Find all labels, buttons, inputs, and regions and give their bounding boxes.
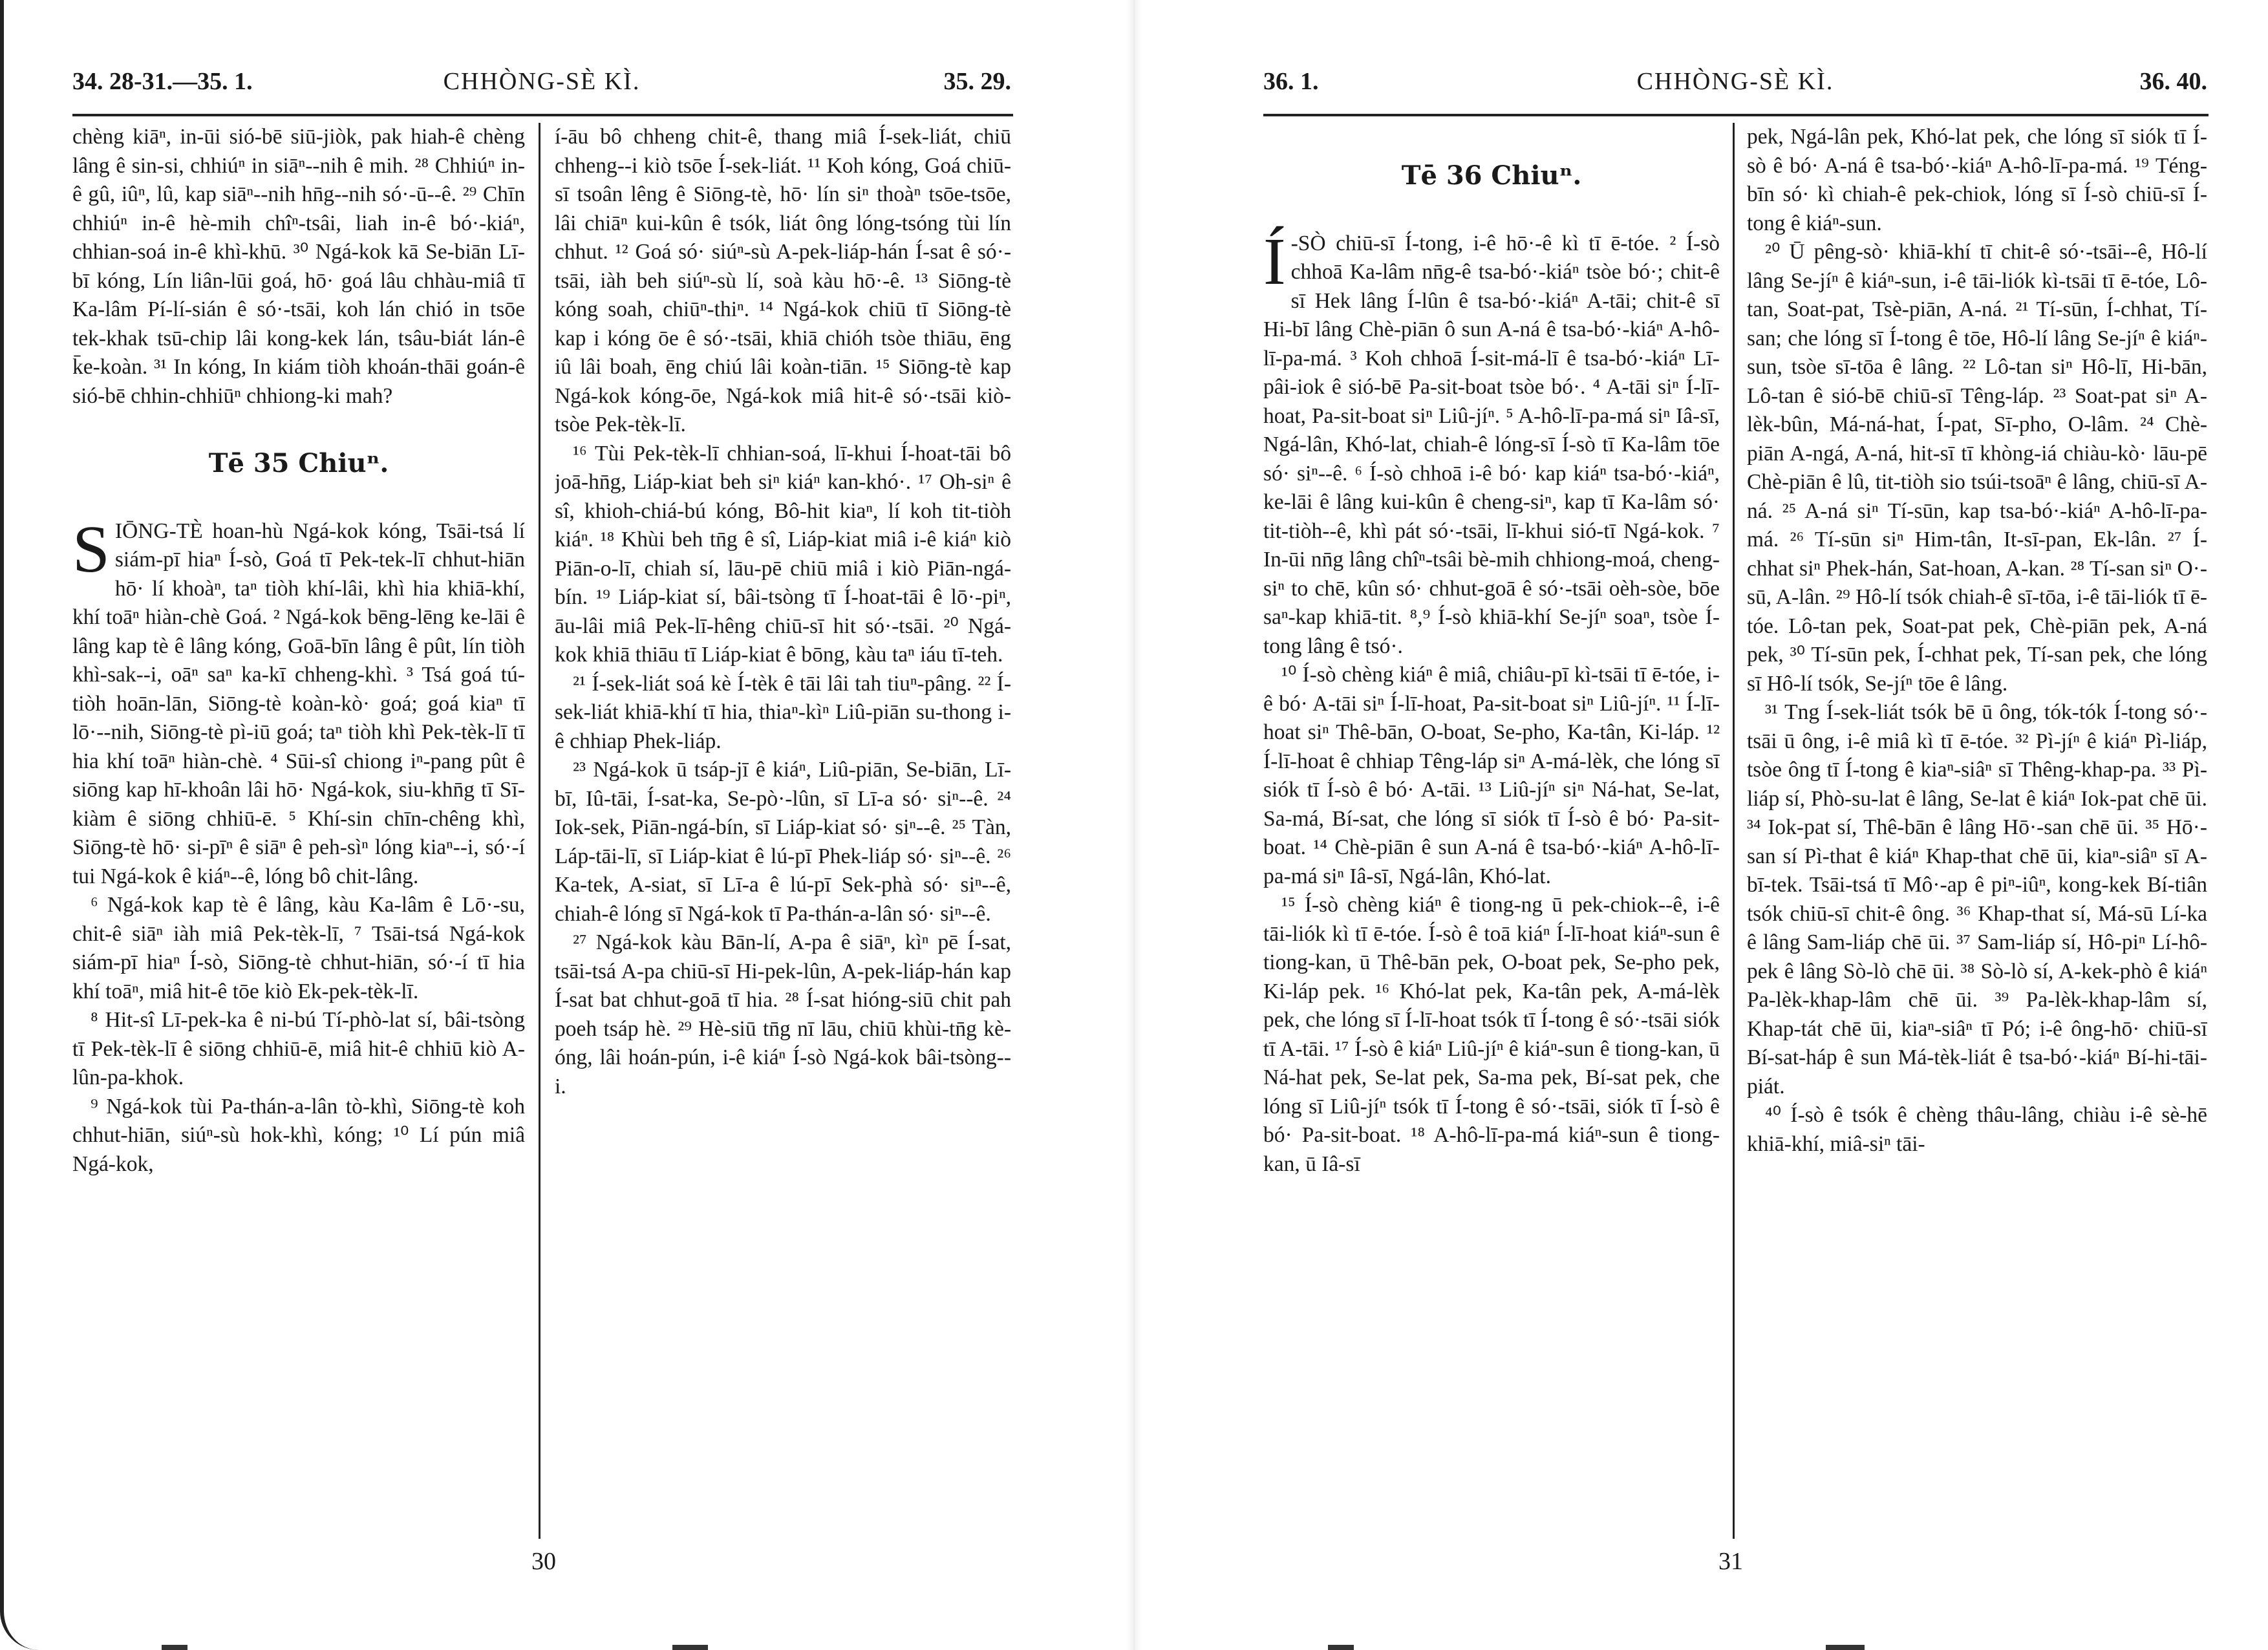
right-column-1 <box>1263 123 1720 1532</box>
right-page-header <box>1263 67 2207 112</box>
header-running-title: CHHÒNG-SÈ KÌ. <box>1636 68 1834 95</box>
header-rule <box>72 114 1013 116</box>
page-foot-mark <box>1826 1645 1865 1650</box>
header-running-title: CHHÒNG-SÈ KÌ. <box>443 68 641 95</box>
paragraph: ³¹ Tng Í-sek-liát tsók bē ū ông, tók-tók Í-tong só·-tsāi ū ông, i-ê miâ kì tī ē-tóe. ³² Pì-jíⁿ ê kiáⁿ Pì-liáp, tsòe ông tī Í-tong ê kiaⁿ-siâⁿ sī Thêng-khap-pa. ³³ Pì-liáp sí, Phò-su-lat ê lâng, Se-lat ê kiáⁿ Iok-pat chē ūi. ³⁴ Iok-pat sí, Thê-bān ê lâng Hō·-san chē ūi. ³⁵ Hō·-san sí Pì-that ê kiáⁿ Khap-that chē ūi, kiaⁿ-siâⁿ sī A-bī-tek. Tsāi-tsá tī Mô·-ap ê piⁿ-iûⁿ, kong-kek Bí-tiân tsók chiū-sī chit-ê ông. ³⁶ Khap-that sí, Má-sū Lí-ka ê lâng Sam-liáp chē ūi. ³⁷ Sam-liáp sí, Hô-piⁿ Lí-hô-pek ê lâng Sò-lò chē ūi. ³⁸ Sò-lò sí, A-kek-phò ê kiáⁿ Pa-lèk-khap-lâm chē ūi. ³⁹ Pa-lèk-khap-lâm sí, Khap-tát chē ūi, kiaⁿ-siâⁿ tī Pó; i-ê ông-hō· chiū-sī Bí-sat-háp ê sun Má-tèk-liát ê tsa-bó·-kiáⁿ Bí-hi-tāi-piát. <box>1747 700 2207 1098</box>
column-divider <box>1733 123 1735 1539</box>
paragraph: í-āu bô chheng chit-ê, thang miâ Í-sek-liát, chiū chheng--i kiò tsōe Í-sek-liát. ¹¹ Koh kóng, Goá chiū-sī tsoân lêng ê Siōng-tè, hō· lín siⁿ thoàⁿ tsōe-tsōe, lâi chiāⁿ kui-kûn ê tsók, liát ông lóng-tsóng tùi lín chhut. ¹² Goá só· siúⁿ-sù A-pek-liáp-hán Í-sat ê só·-tsāi, iàh beh siúⁿ-sù lí, soà kàu hō·-ê. ¹³ Siōng-tè kóng soah, chiūⁿ-thiⁿ. ¹⁴ Ngá-kok chiū tī Siōng-tè kap i kóng ōe ê só·-tsāi, khiā chióh tsòe thiāu, ēng iû lâi boah, ēng chiú lâi koàn-tiān. ¹⁵ Siōng-tè kap Ngá-kok kóng-ōe, Ngá-kok miâ hit-ê só·-tsāi kiò-tsòe Pek-tèk-lī. <box>555 125 1011 436</box>
right-page <box>1134 0 2268 1650</box>
paragraph: ⁴⁰ Í-sò ê tsók ê chèng thâu-lâng, chiàu i-ê sè-hē khiā-khí, miâ-siⁿ tāi- <box>1747 1103 2207 1156</box>
paragraph: ²⁰ Ū pêng-sò· khiā-khí tī chit-ê só·-tsāi--ê, Hô-lí lâng Se-jíⁿ ê kiáⁿ-sun, i-ê tāi-liók kì-tsāi tī ē-tóe, Lô-tan, Soat-pat, Tsè-piān, A-ná. ²¹ Tí-sūn, Í-chhat, Tí-san; che lóng sī Í-tong ê tōe, Hô-lí lâng Se-jíⁿ ê kiáⁿ-sun, tsòe sī-tōa ê lâng. ²² Lô-tan siⁿ Hô-lī, Hi-bān, Lô-tan ê sió-bē chiū-sī Têng-láp. ²³ Soat-pat siⁿ A-lèk-bûn, Má-ná-hat, Í-pat, Sī-pho, O-lâm. ²⁴ Chè-piān A-ngá, A-ná, hit-sī tī khòng-iá chiàu-kò· lāu-pē Chè-piān ê lû, tit-tiòh sio tsúi-tsoāⁿ ê lâng, chiū-sī A-ná. ²⁵ A-ná siⁿ Tí-sūn, kap tsa-bó·-kiáⁿ A-hô-lī-pa-má. ²⁶ Tí-sūn siⁿ Him-tân, It-sī-pan, Ek-lân. ²⁷ Í-chhat siⁿ Phek-hán, Sat-hoan, A-kan. ²⁸ Tí-san siⁿ O·-sū, A-lân. ²⁹ Hô-lí tsók chiah-ê sī-tōa, i-ê tāi-liók tī ē-tóe. Lô-tan pek, Soat-pat pek, Chè-piān pek, A-ná pek, ³⁰ Tí-sūn pek, Í-chhat pek, Tí-san pek, che lóng sī Hô-lí tsók, Se-jíⁿ tōe ê lâng. <box>1747 240 2207 696</box>
left-page-header <box>72 67 1011 112</box>
left-column-1 <box>72 123 525 1532</box>
paragraph: ²¹ Í-sek-liát soá kè Í-tèk ê tāi lâi tah tiuⁿ-pâng. ²² Í-sek-liát khiā-khí tī hia, thiaⁿ-kìⁿ Liû-piān su-thong i-ê chhiap Phek-liáp. <box>555 671 1011 753</box>
page-foot-mark <box>162 1645 187 1650</box>
page-number: 30 <box>531 1548 556 1575</box>
paragraph: ²⁷ Ngá-kok kàu Bān-lí, A-pa ê siāⁿ, kìⁿ pē Í-sat, tsāi-tsá A-pa chiū-sī Hi-pek-lûn, A-pek-liáp-hán kap Í-sat bat chhut-goā tī hia. ²⁸ Í-sat hióng-siū chit pah poeh tsáp hè. ²⁹ Hè-siū tn̄g nī lāu, chiū khùi-tn̄g kè-óng, lâi hoán-pún, i-ê kiáⁿ Í-sò Ngá-kok bâi-tsòng--i. <box>555 930 1011 1098</box>
paragraph-text: -SÒ chiū-sī Í-tong, i-ê hō·-ê kì tī ē-tóe. ² Í-sò chhoā Ka-lâm nn̄g-ê tsa-bó·-kiáⁿ tsòe bó·; chit-ê sī Hek lâng Í-lûn ê tsa-bó·-kiáⁿ A-tāi; chit-ê sī Hi-bī lâng Chè-piān ô sun A-ná ê tsa-bó·-kiáⁿ A-hô-lī-pa-má. ³ Koh chhoā Í-sit-má-lī ê tsa-bó·-kiáⁿ Lī-pâi-iok ê sió-bē Pa-sit-boat tsòe bó·. ⁴ A-tāi siⁿ Í-lī-hoat, Pa-sit-boat siⁿ Liû-jíⁿ. ⁵ A-hô-lī-pa-má siⁿ Iâ-sī, Ngá-lân, Khó-lat, chiah-ê lóng-sī Í-sò tī Ka-lâm tōe só· siⁿ--ê. ⁶ Í-sò chhoā i-ê bó· kap kiáⁿ tsa-bó·-kiáⁿ, ke-lāi ê lâng kui-kûn ê cheng-siⁿ, kap tī Ka-lâm só· tit-tiòh--ê, khì pát só·-tsāi, lī-khui sió-tī Ngá-kok. ⁷ In-ūi nn̄g lâng chîⁿ-tsâi bè-mih chhiong-moá, cheng-siⁿ to chē, kûn só· chhut-goā ê só·-tsāi oèh-sòe, bōe saⁿ-kap khiā-tit. ⁸,⁹ Í-sò khiā-khí Se-jíⁿ soaⁿ, tsòe Í-tong lâng ê tsó·. <box>1263 231 1720 658</box>
paragraph: ²³ Ngá-kok ū tsáp-jī ê kiáⁿ, Liû-piān, Se-biān, Lī-bī, Iû-tāi, Í-sat-ka, Se-pò·-lûn, sī Lī-a só· siⁿ--ê. ²⁴ Iok-sek, Piān-ngá-bín, sī Liáp-kiat só· siⁿ--ê. ²⁵ Tàn, Láp-tāi-lī, sī Liáp-kiat ê lú-pī Phek-liáp só· siⁿ--ê. ²⁶ Ka-tek, A-siat, sī Lī-a ê lú-pī Sek-phà só· siⁿ--ê, chiah-ê lóng sī Ngá-kok tī Pa-thán-a-lân só· siⁿ--ê. <box>555 758 1011 926</box>
header-left-reference: 34. 28-31.—35. 1. <box>72 68 253 95</box>
page-foot-mark <box>1328 1645 1354 1650</box>
paragraph: ¹⁶ Tùi Pek-tèk-lī chhian-soá, lī-khui Í-hoat-tāi bô joā-hn̄g, Liáp-kiat beh siⁿ kiáⁿ kan-khó·. ¹⁷ Oh-siⁿ ê sî, khioh-chiá-bú kóng, Bô-hit kiaⁿ, lí koh tit-tiòh kiáⁿ. ¹⁸ Khùi beh tn̄g ê sî, Liáp-kiat miâ i-ê kiáⁿ kiò Piān-o-lī, chiah sí, lāu-pē chiū miâ i kiò Piān-ngá-bín. ¹⁹ Liáp-kiat sí, bâi-tsòng tī Í-hoat-tāi ê lō·-piⁿ, āu-lâi miâ Pek-lī-hêng chiū-sī hit só·-tsāi. ²⁰ Ngá-kok khiā thiāu tī Liáp-kiat ê bōng, kàu taⁿ iáu tī-teh. <box>555 441 1011 667</box>
header-left-reference: 36. 1. <box>1263 68 1319 95</box>
column-divider <box>539 123 540 1539</box>
left-column-2 <box>555 123 1011 1532</box>
paragraph <box>1263 224 1720 661</box>
chapter-title: Tē 35 Chiuⁿ. <box>208 448 389 478</box>
drop-cap: Í <box>1263 224 1286 299</box>
paragraph: ⁶ Ngá-kok kap tè ê lâng, kàu Ka-lâm ê Lō·-su, chit-ê siāⁿ iàh miâ Pek-tèk-lī, ⁷ Tsāi-tsá Ngá-kok siám-pī hiaⁿ Í-sò, Siōng-tè chhut-hiān, só·-í tī hia khí toāⁿ, miâ hit-ê tōe kiò Ek-pek-tèk-lī. <box>72 893 525 1003</box>
page-foot-mark <box>672 1645 708 1650</box>
header-right-reference: 35. 29. <box>943 68 1011 95</box>
chapter-title: Tē 36 Chiuⁿ. <box>1401 160 1582 191</box>
right-column-2 <box>1747 123 2207 1532</box>
paragraph <box>72 511 525 892</box>
paragraph: ¹⁰ Í-sò chèng kiáⁿ ê miâ, chiâu-pī kì-tsāi tī ē-tóe, i-ê bó· A-tāi siⁿ Í-lī-hoat, Pa-sit-boat siⁿ Liû-jíⁿ. ¹¹ Í-lī-hoat siⁿ Thê-bān, O-boat, Se-pho, Ka-tân, Ki-láp. ¹² Í-lī-hoat ê chhiap Têng-láp siⁿ A-má-lèk, che lóng sī siók tī Í-sò ê bó· A-tāi. ¹³ Liû-jíⁿ siⁿ Ná-hat, Se-lat, Sa-má, Bí-sat, che lóng sī siók tī Í-sò ê bó· Pa-sit-boat. ¹⁴ Chè-piān ê sun A-ná ê tsa-bó·-kiáⁿ A-hô-lī-pa-má siⁿ Iâ-sī, Ngá-lân, Khó-lat. <box>1263 663 1720 888</box>
paragraph: ⁸ Hit-sî Lī-pek-ka ê ni-bú Tí-phò-lat sí, bâi-tsòng tī Pek-tèk-lī ê siōng chhiū-ē, miâ hit-ê chhiū kiò A-lûn-pa-khok. <box>72 1008 525 1089</box>
header-rule <box>1263 114 2209 116</box>
paragraph: ⁹ Ngá-kok tùi Pa-thán-a-lân tò-khì, Siōng-tè koh chhut-hiān, siúⁿ-sù hok-khì, kóng; ¹⁰ Lí pún miâ Ngá-kok, <box>72 1094 525 1176</box>
page-number: 31 <box>1718 1548 1743 1575</box>
paragraph: pek, Ngá-lân pek, Khó-lat pek, che lóng sī siók tī Í-sò ê bó· A-ná ê tsa-bó·-kiáⁿ A-hô-lī-pa-má. ¹⁹ Téng-bīn só· kì chiah-ê pek-chiok, lóng sī Í-sò chiū-sī Í-tong ê kiáⁿ-sun. <box>1747 125 2207 235</box>
header-right-reference: 36. 40. <box>2139 68 2207 95</box>
paragraph-text: IŌNG-TÈ hoan-hù Ngá-kok kóng, Tsāi-tsá lí siám-pī hiaⁿ Í-sò, Goá tī Pek-tek-lī chhut-hiān hō· lí khoàⁿ, taⁿ tiòh khí-lâi, khì hia khiā-khí, khí toāⁿ hiàn-chè Goá. ² Ngá-kok bēng-lēng ke-lāi ê lâng kap tè ê lâng kóng, Goā-bīn lâng ê pût, lín tiòh khì-sak--i, oāⁿ saⁿ ka-kī chheng-khì. ³ Tsá goá tú-tiòh hoān-lān, Siōng-tè koàn-kò· goá; goá kiaⁿ tī lō·--nih, Siōng-tè pì-iū goá; taⁿ tiòh khì Pek-tèk-lī tī hia khí toāⁿ hiàn-chè. ⁴ Sūi-sî chiong iⁿ-pang pût ê siōng kap hī-khoân lâi hō· Ngá-kok, siu-khn̄g tī Sī-kiàm ê siōng chhiū-ē. ⁵ Khí-sin chīn-chêng khì, Siōng-tè hō· si-pīⁿ ê siāⁿ ê peh-sìⁿ lóng kiaⁿ--i, só·-í tui Ngá-kok ê kiáⁿ--ê, lóng bô chit-lâng. <box>72 519 525 888</box>
paragraph: ¹⁵ Í-sò chèng kiáⁿ ê tiong-ng ū pek-chiok--ê, i-ê tāi-liók kì tī ē-tóe. Í-sò ê toā kiáⁿ Í-lī-hoat kiáⁿ-sun ê tiong-kan, ū Thê-bān pek, O-boat pek, Se-pho pek, Ki-láp pek. ¹⁶ Khó-lat pek, Ka-tân pek, A-má-lèk pek, che lóng sī Í-lī-hoat tsók tī Í-tong ê só·-tsāi siók tī A-tāi. ¹⁷ Í-sò ê kiáⁿ Liû-jíⁿ ê kiáⁿ-sun ê tiong-kan, ū Ná-hat pek, Se-lat pek, Sa-ma pek, Bí-sat pek, che lóng sī Liû-jíⁿ tsók tī Í-tong ê só·-tsāi, siók tī Í-sò ê bó· Pa-sit-boat. ¹⁸ A-hô-lī-pa-má kiáⁿ-sun ê tiong-kan, ū Iâ-sī <box>1263 893 1720 1176</box>
paragraph: chèng kiāⁿ, in-ūi sió-bē siū-jiòk, pak hiah-ê chèng lâng ê sin-si, chhiúⁿ in siāⁿ--nih ê mih. ²⁸ Chhiúⁿ in-ê gû, iûⁿ, lû, kap siāⁿ--nih hn̄g--nih só·-ū--ê. ²⁹ Chīn chhiúⁿ in-ê hè-mih chîⁿ-tsâi, liah in-ê bó·-kiáⁿ, chhian-soá in-ê khì-khū. ³⁰ Ngá-kok kā Se-biān Lī-bī kóng, Lín liân-lūi goá, hō· goá lâu chhàu-miâ tī Ka-lâm Pí-lí-sián ê só·-tsāi, koh lán chió in tsōe tek-khak tsū-chip lâi kong-kek lán, tsâu-biát lán-ê k̄e-koàn. ³¹ In kóng, In kiám tiòh khoán-thāi goán-ê sió-bē chhin-chhiūⁿ chhiong-ki mah? <box>72 125 525 408</box>
drop-cap: S <box>72 511 110 586</box>
